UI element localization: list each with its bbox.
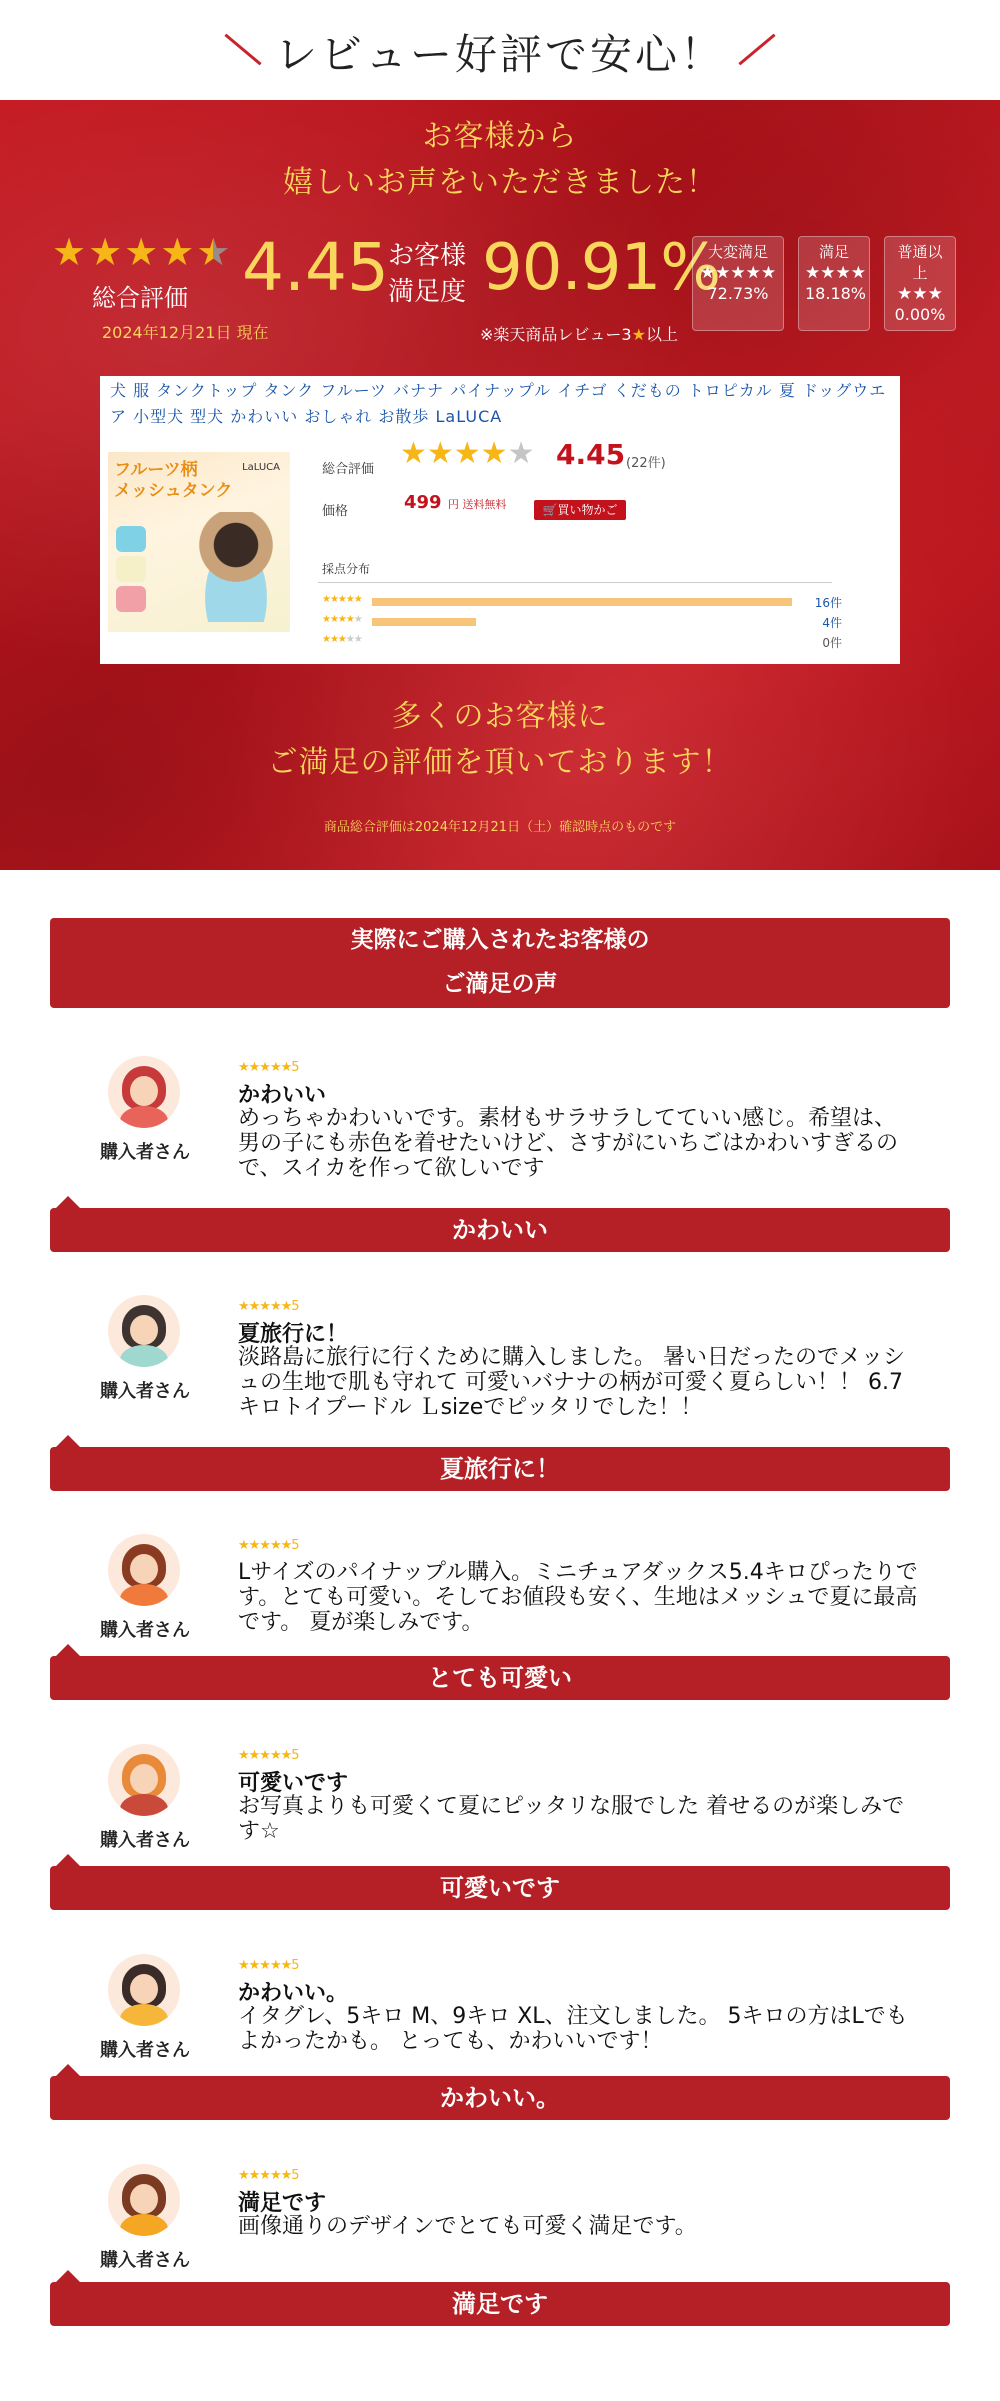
voices-heading-line-1: 実際にご購入されたお客様の [350, 927, 650, 953]
review-band: かわいい [50, 1208, 950, 1252]
distribution-stars-icon [322, 634, 362, 645]
brand-logo: LaLUCA [242, 462, 280, 473]
shirt-swatch [116, 526, 146, 552]
avatar [108, 1744, 180, 1816]
cart-button-label: 買い物かご [557, 503, 618, 517]
buyer-label: 購入者さん [100, 2250, 190, 2271]
shirt-swatches [116, 522, 176, 616]
rating-stars-icon: ★★★★★5 [238, 2168, 299, 2183]
review-band: とても可愛い [50, 1656, 950, 1700]
distribution-label: 採点分布 [322, 562, 371, 576]
buyer-label: 購入者さん [100, 1381, 190, 1402]
review-title: 満足です [238, 2191, 327, 2216]
outro-line-2: ご満足の評価を頂いております！ [267, 745, 733, 780]
price-value: 499 [404, 492, 442, 513]
review-band: 可愛いです [50, 1866, 950, 1910]
intro-line-2: 嬉しいお声をいただきました！ [283, 165, 717, 200]
satisfaction-note-text: ※楽天商品レビュー3 [480, 325, 632, 344]
avatar [108, 1295, 180, 1367]
distribution-count: 0件 [822, 636, 842, 650]
review-body: イタグレ、5キロ M、9キロ XL、注文しました。 5キロの方はLでもよかったかも。 とっても、かわいいです！ [238, 2004, 908, 2054]
review-title: 夏旅行に！ [238, 1322, 349, 1347]
review-band: 満足です [50, 2282, 950, 2326]
buyer-label: 購入者さん [100, 1830, 190, 1851]
half-star-icon: ★ [196, 230, 231, 274]
distribution-count[interactable]: 16件 [814, 596, 842, 610]
distribution-row[interactable] [322, 594, 842, 610]
product-image-label-line-2: メッシュタンク [114, 481, 233, 501]
price [404, 492, 506, 513]
breakdown-box [884, 236, 956, 331]
review-count-link[interactable]: (22件) [626, 456, 666, 471]
product-title-link[interactable]: 犬 服 タンクトップ タンク フルーツ バナナ パイナップル イチゴ くだもの トロピカル 夏 ドッグウエア 小型犬 型犬 かわいい おしゃれ お散歩 LaLUCA [110, 381, 887, 426]
review-title: 可愛いです [238, 1771, 349, 1796]
price-unit: 円 送料無料 [447, 498, 507, 511]
intro-text [0, 114, 1000, 206]
distribution-count[interactable]: 4件 [822, 616, 842, 630]
price-label: 価格 [322, 504, 349, 519]
rating-stars-icon: ★★★★★5 [238, 1060, 299, 1075]
shirt-swatch [116, 586, 146, 612]
distribution-bar [372, 598, 792, 606]
rating-label: 総合評価 [322, 462, 375, 477]
breakdown-stars-icon: ★★★ [897, 284, 943, 304]
breakdown-percent: 18.18% [805, 284, 867, 303]
overall-score: 4.45 [242, 229, 389, 306]
outro-line-1: 多くのお客様に [391, 699, 609, 734]
star-icon: ★ [160, 230, 195, 274]
distribution-bar [372, 618, 476, 626]
review-body: 画像通りのデザインでとても可愛く満足です。 [238, 2214, 697, 2239]
avatar [108, 1534, 180, 1606]
stars-on: ★★★★★ [322, 594, 362, 605]
review-summary-section [0, 100, 1000, 870]
review-body: めっちゃかわいいです。素材もサラサラしてていい感じ。希望は、男の子にも赤色を着せたいけど、さすがにいちごはかわいすぎるので、スイカを作って欲しいです [238, 1106, 899, 1181]
star-icon: ★ [52, 230, 87, 274]
overall-label: 総合評価 [92, 284, 188, 312]
avatar [108, 1056, 180, 1128]
review-title: かわいい [238, 1083, 327, 1108]
distribution-stars-icon [322, 594, 362, 605]
avatar [108, 2164, 180, 2236]
outro-text [0, 694, 1000, 786]
overall-date: 2024年12月21日 現在 [102, 323, 269, 342]
review-band: かわいい。 [50, 2076, 950, 2120]
satisfaction-note-suffix: 以上 [645, 325, 678, 344]
rating-stars-icon: ★★★★★5 [238, 1299, 299, 1314]
stars-on: ★★★★ [322, 614, 354, 625]
star-icon: ★ [124, 230, 159, 274]
cart-icon: 🛒 [542, 503, 558, 517]
buyer-label: 購入者さん [100, 1620, 190, 1641]
star-icon: ★ [631, 325, 646, 344]
intro-line-1: お客様から [422, 119, 578, 154]
voices-heading [50, 918, 950, 1008]
add-to-cart-button[interactable] [534, 500, 626, 520]
star-icon: ★ [88, 230, 123, 274]
dog-photo [188, 512, 284, 622]
breakdown-percent: 72.73% [707, 284, 769, 303]
breakdown-title: 普通以上 [897, 243, 943, 282]
satisfaction-note [480, 322, 678, 345]
buyer-label: 購入者さん [100, 2040, 190, 2061]
breakdown-title: 満足 [818, 243, 849, 261]
satisfaction-label-line-1: お客様 [388, 241, 467, 271]
overall-stars [52, 232, 230, 272]
rating-stars-icon: ★★★★★5 [238, 1958, 299, 1973]
distribution-row [322, 634, 842, 650]
satisfaction-percent: 90.91% [482, 231, 721, 305]
product-stars-icon: ★★★★★ [400, 436, 535, 471]
breakdown-title: 大変満足 [707, 243, 768, 261]
review-body: 淡路島に旅行に行くために購入しました。 暑い日だったのでメッシュの生地で肌も守れて 可愛いバナナの柄が可愛く夏らしい！！ 6.7キロトイプードル Ｌsizeでピッタリでした！！ [238, 1345, 905, 1420]
rating-stars-icon: ★★★★★5 [238, 1748, 299, 1763]
product-image-label [114, 460, 232, 502]
satisfaction-label [388, 238, 466, 310]
review-body: Lサイズのパイナップル購入。ミニチュアダックス5.4キロぴったりです。とても可愛い。そしてお値段も安く、生地はメッシュで夏に最高です。 夏が楽しみです。 [238, 1560, 918, 1635]
review-body: お写真よりも可愛くて夏にピッタリな服でした 着せるのが楽しみです☆ [238, 1794, 905, 1844]
rating-breakdown [692, 236, 956, 331]
voices-heading-line-2: ご満足の声 [442, 971, 558, 997]
stars-off: ★ [353, 614, 362, 625]
avatar [108, 1954, 180, 2026]
footnote: 商品総合評価は2024年12月21日（土）確認時点のものです [323, 820, 677, 835]
review-band: 夏旅行に！ [50, 1447, 950, 1491]
stars-off: ★★ [345, 634, 362, 645]
review-title: かわいい。 [238, 1981, 349, 2006]
product-card [100, 376, 900, 664]
product-score: 4.45 [556, 438, 626, 471]
page-header [0, 0, 1000, 100]
breakdown-percent: 0.00% [894, 305, 946, 324]
breakdown-box [798, 236, 870, 331]
product-image[interactable] [108, 452, 290, 632]
breakdown-box [692, 236, 784, 331]
page-title: レビュー好評で安心！ [274, 30, 725, 79]
rating-stars-icon: ★★★★★5 [238, 1538, 299, 1553]
distribution-stars-icon [322, 614, 362, 625]
breakdown-stars-icon: ★★★★ [805, 263, 866, 283]
buyer-label: 購入者さん [100, 1142, 190, 1163]
satisfaction-label-line-2: 満足度 [388, 277, 467, 307]
stars-on: ★★★ [322, 634, 346, 645]
divider [318, 582, 832, 583]
distribution-row[interactable] [322, 614, 842, 630]
product-image-label-line-1: フルーツ柄 [114, 460, 198, 480]
shirt-swatch [116, 556, 146, 582]
breakdown-stars-icon: ★★★★★ [699, 263, 777, 283]
